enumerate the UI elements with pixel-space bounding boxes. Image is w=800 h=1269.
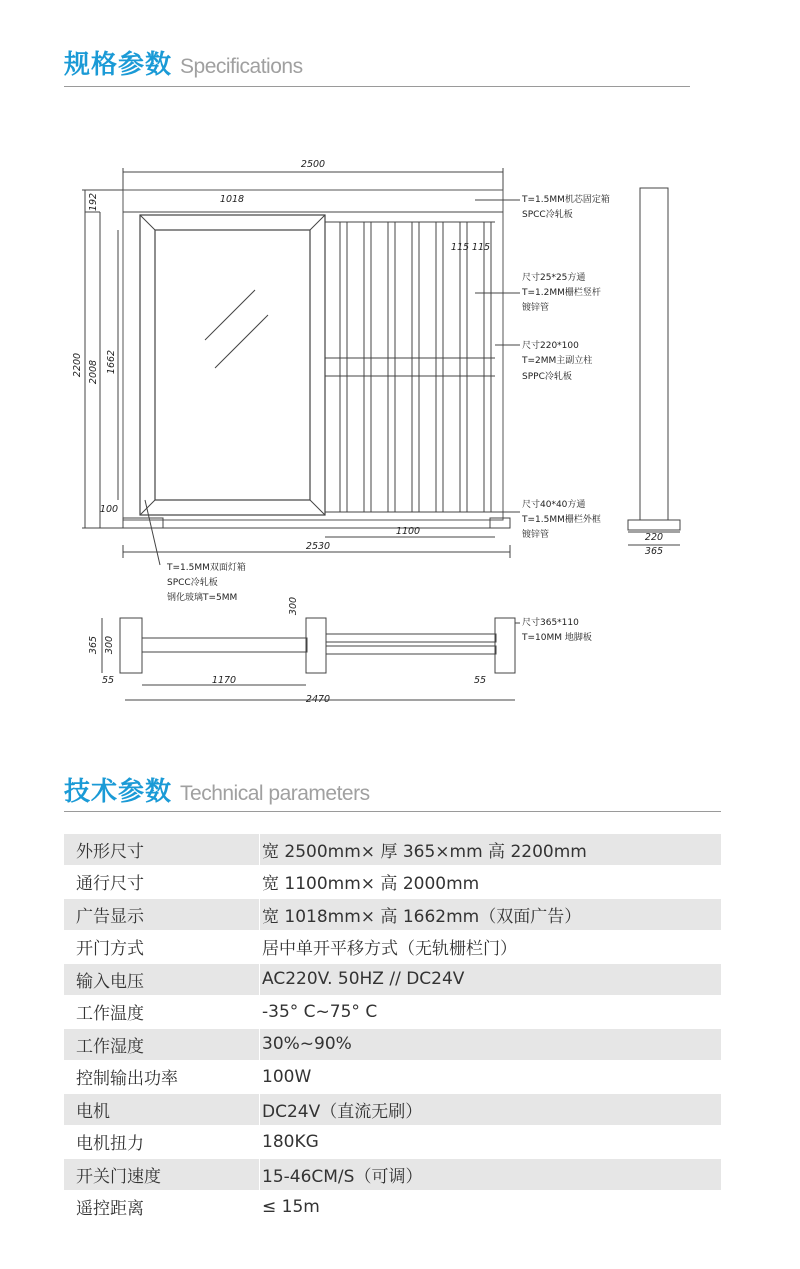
table-row [64,1094,721,1127]
param-label: 电机扭力 [64,1127,260,1160]
specifications-header [64,44,303,81]
param-value: 100W [260,1062,721,1095]
specifications-divider [64,86,690,87]
callout-frame-3: 镀锌管 [522,530,550,540]
param-value: -35° C~75° C [260,997,721,1030]
callout-foot-2: T=10MM 地脚板 [522,633,592,643]
table-row [64,834,721,867]
dim-pitch-b: 115 [471,242,491,253]
param-label: 外形尺寸 [64,834,260,867]
param-value: DC24V（直流无刷） [260,1094,721,1127]
table-row [64,997,721,1030]
param-label: 开门方式 [64,932,260,965]
callout-bar-3: 镀锌管 [522,303,550,313]
callout-post-1: 尺寸220*100 [522,341,579,351]
dim-plan-left: 55 [101,675,115,686]
dim-height-opening: 2008 [88,359,99,385]
dim-panel-width: 1018 [219,194,245,205]
param-label: 遥控距离 [64,1192,260,1225]
table-row [64,932,721,965]
dim-plan-depth: 365 [88,635,99,655]
param-value: 居中单开平移方式（无轨栅栏门） [260,932,721,965]
callout-post-3: SPPC冷轧板 [522,372,572,382]
dim-bottom: 100 [99,504,119,515]
param-label: 通行尺寸 [64,867,260,900]
table-row [64,899,721,932]
specifications-title-cn: 规格参数 [64,50,173,80]
technical-title-en: Technical parameters [180,782,370,805]
technical-parameters-table [64,834,721,1224]
table-row [64,1127,721,1160]
param-value: AC220V. 50HZ // DC24V [260,964,721,997]
table-row [64,1192,721,1225]
dim-plan-total: 2470 [305,694,331,705]
param-label: 控制输出功率 [64,1062,260,1095]
dim-plan-post: 300 [288,596,299,616]
dim-opening-width: 1100 [395,526,421,537]
param-label: 工作温度 [64,997,260,1030]
callout-light-3: 钢化玻璃T=5MM [167,593,238,603]
callout-bar-1: 尺寸25*25方通 [522,273,586,283]
param-label: 广告显示 [64,899,260,932]
callout-light-1: T=1.5MM双面灯箱 [167,563,246,573]
param-value: 宽 2500mm× 厚 365×mm 高 2200mm [260,834,721,867]
dim-plan-span: 1170 [211,675,237,686]
dim-plan-inner: 300 [104,635,115,655]
technical-drawing [0,140,800,720]
table-row [64,1062,721,1095]
callout-frame-1: 尺寸40*40方通 [522,500,586,510]
table-row [64,964,721,997]
param-value: 30%~90% [260,1029,721,1062]
technical-divider [64,811,721,812]
param-value: 宽 1018mm× 高 1662mm（双面广告） [260,899,721,932]
callout-post-2: T=2MM主副立柱 [522,356,593,366]
table-row [64,1159,721,1192]
table-row [64,1029,721,1062]
dim-plan-right: 55 [473,675,487,686]
dim-height-total: 2200 [72,352,83,378]
param-label: 开关门速度 [64,1159,260,1192]
specifications-title-en: Specifications [180,55,303,78]
callout-foot-1: 尺寸365*110 [522,618,579,628]
technical-header [64,771,370,808]
param-label: 电机 [64,1094,260,1127]
param-value: 15-46CM/S（可调） [260,1159,721,1192]
dim-height-panel: 1662 [106,349,117,375]
param-label: 工作湿度 [64,1029,260,1062]
dim-base-width: 2530 [305,541,331,552]
dim-pitch-a: 115 [450,242,470,253]
dim-side-outer: 365 [644,546,664,557]
table-row [64,867,721,900]
callout-box-1: T=1.5MM机芯固定箱 [522,195,610,205]
param-value: 180KG [260,1127,721,1160]
param-value: 宽 1100mm× 高 2000mm [260,867,721,900]
dim-top: 192 [88,192,99,212]
callout-box-2: SPCC冷轧板 [522,210,573,220]
dim-total-width: 2500 [300,159,326,170]
technical-title-cn: 技术参数 [64,777,173,807]
callout-bar-2: T=1.2MM栅栏竖杆 [522,288,601,298]
param-value: ≤ 15m [260,1192,721,1225]
param-label: 输入电压 [64,964,260,997]
callout-frame-2: T=1.5MM栅栏外框 [522,515,601,525]
dim-side-inner: 220 [644,532,664,543]
callout-light-2: SPCC冷轧板 [167,578,218,588]
